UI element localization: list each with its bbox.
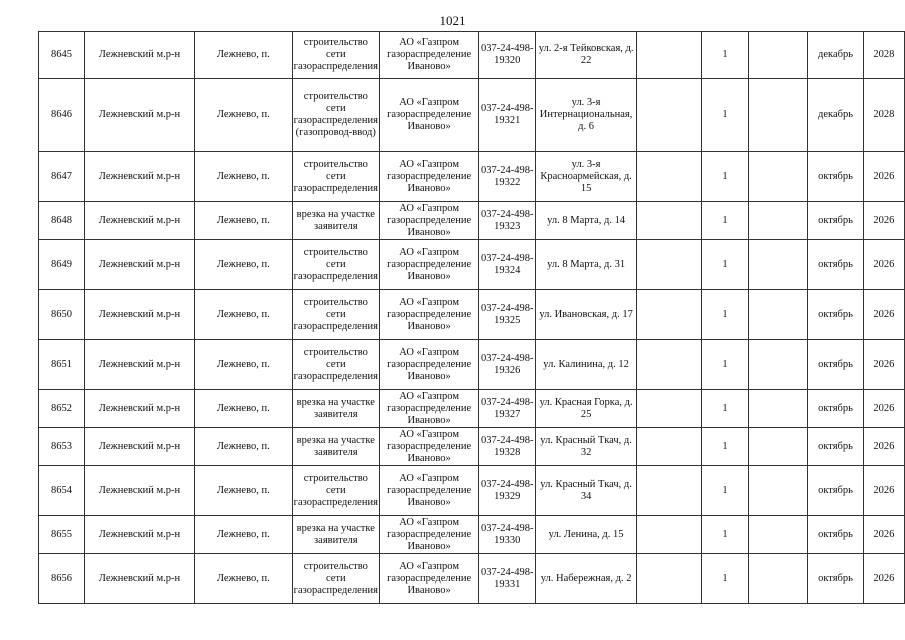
empty-cell — [748, 152, 808, 202]
month-cell: октябрь — [808, 554, 863, 604]
month-cell: октябрь — [808, 428, 863, 466]
locality-cell: Лежнево, п. — [194, 32, 292, 79]
work-type-cell: строительство сети газораспределения — [292, 466, 379, 516]
quantity-cell: 1 — [702, 202, 748, 240]
organization-cell: АО «Газпром газораспределение Иваново» — [379, 466, 478, 516]
empty-cell — [748, 428, 808, 466]
year-cell: 2026 — [863, 516, 904, 554]
work-type-cell: строительство сети газораспределения — [292, 32, 379, 79]
locality-cell: Лежнево, п. — [194, 428, 292, 466]
object-code-cell: 037-24-498-19328 — [479, 428, 536, 466]
empty-cell — [748, 240, 808, 290]
organization-cell: АО «Газпром газораспределение Иваново» — [379, 290, 478, 340]
year-cell: 2026 — [863, 466, 904, 516]
page-number: 1021 — [439, 13, 466, 28]
empty-cell — [636, 240, 701, 290]
table-row — [39, 202, 905, 240]
row-number: 8645 — [39, 32, 85, 79]
organization-cell: АО «Газпром газораспределение Иваново» — [379, 240, 478, 290]
empty-cell — [748, 466, 808, 516]
district-cell: Лежневский м.р-н — [85, 290, 195, 340]
month-cell: декабрь — [808, 32, 863, 79]
work-type-cell: врезка на участке заявителя — [292, 516, 379, 554]
month-cell: октябрь — [808, 516, 863, 554]
year-cell: 2026 — [863, 290, 904, 340]
address-cell: ул. Набережная, д. 2 — [536, 554, 637, 604]
year-cell: 2026 — [863, 390, 904, 428]
table-row — [39, 390, 905, 428]
address-cell: ул. Красный Ткач, д. 34 — [536, 466, 637, 516]
quantity-cell: 1 — [702, 554, 748, 604]
empty-cell — [636, 466, 701, 516]
empty-cell — [748, 554, 808, 604]
month-cell: октябрь — [808, 466, 863, 516]
address-cell: ул. Красный Ткач, д. 32 — [536, 428, 637, 466]
table-row — [39, 240, 905, 290]
district-cell: Лежневский м.р-н — [85, 152, 195, 202]
work-type-cell: врезка на участке заявителя — [292, 390, 379, 428]
district-cell: Лежневский м.р-н — [85, 340, 195, 390]
organization-cell: АО «Газпром газораспределение Иваново» — [379, 202, 478, 240]
year-cell: 2026 — [863, 340, 904, 390]
month-cell: декабрь — [808, 79, 863, 152]
year-cell: 2026 — [863, 554, 904, 604]
table-row — [39, 554, 905, 604]
organization-cell: АО «Газпром газораспределение Иваново» — [379, 340, 478, 390]
empty-cell — [636, 390, 701, 428]
table-row — [39, 290, 905, 340]
object-code-cell: 037-24-498-19326 — [479, 340, 536, 390]
organization-cell: АО «Газпром газораспределение Иваново» — [379, 390, 478, 428]
row-number: 8648 — [39, 202, 85, 240]
empty-cell — [748, 202, 808, 240]
month-cell: октябрь — [808, 290, 863, 340]
gasification-table — [38, 31, 905, 604]
organization-cell: АО «Газпром газораспределение Иваново» — [379, 516, 478, 554]
empty-cell — [636, 152, 701, 202]
row-number: 8654 — [39, 466, 85, 516]
address-cell: ул. 3-я Интернациональная, д. 6 — [536, 79, 637, 152]
empty-cell — [748, 290, 808, 340]
table-row — [39, 466, 905, 516]
empty-cell — [636, 32, 701, 79]
locality-cell: Лежнево, п. — [194, 79, 292, 152]
locality-cell: Лежнево, п. — [194, 390, 292, 428]
address-cell: ул. 8 Марта, д. 31 — [536, 240, 637, 290]
table-row — [39, 79, 905, 152]
object-code-cell: 037-24-498-19331 — [479, 554, 536, 604]
quantity-cell: 1 — [702, 290, 748, 340]
locality-cell: Лежнево, п. — [194, 516, 292, 554]
address-cell: ул. 2-я Тейковская, д. 22 — [536, 32, 637, 79]
district-cell: Лежневский м.р-н — [85, 428, 195, 466]
empty-cell — [636, 290, 701, 340]
object-code-cell: 037-24-498-19324 — [479, 240, 536, 290]
object-code-cell: 037-24-498-19327 — [479, 390, 536, 428]
empty-cell — [636, 340, 701, 390]
month-cell: октябрь — [808, 202, 863, 240]
organization-cell: АО «Газпром газораспределение Иваново» — [379, 79, 478, 152]
quantity-cell: 1 — [702, 152, 748, 202]
year-cell: 2028 — [863, 79, 904, 152]
quantity-cell: 1 — [702, 79, 748, 152]
address-cell: ул. Калинина, д. 12 — [536, 340, 637, 390]
address-cell: ул. 3-я Красноармейская, д. 15 — [536, 152, 637, 202]
work-type-cell: строительство сети газораспределения (газопровод-ввод) — [292, 79, 379, 152]
row-number: 8647 — [39, 152, 85, 202]
table-row — [39, 32, 905, 79]
locality-cell: Лежнево, п. — [194, 340, 292, 390]
empty-cell — [636, 79, 701, 152]
month-cell: октябрь — [808, 240, 863, 290]
locality-cell: Лежнево, п. — [194, 554, 292, 604]
district-cell: Лежневский м.р-н — [85, 390, 195, 428]
locality-cell: Лежнево, п. — [194, 240, 292, 290]
table-row — [39, 152, 905, 202]
empty-cell — [636, 202, 701, 240]
row-number: 8649 — [39, 240, 85, 290]
organization-cell: АО «Газпром газораспределение Иваново» — [379, 32, 478, 79]
empty-cell — [636, 516, 701, 554]
quantity-cell: 1 — [702, 466, 748, 516]
table-row — [39, 340, 905, 390]
work-type-cell: врезка на участке заявителя — [292, 428, 379, 466]
month-cell: октябрь — [808, 340, 863, 390]
object-code-cell: 037-24-498-19321 — [479, 79, 536, 152]
row-number: 8650 — [39, 290, 85, 340]
month-cell: октябрь — [808, 390, 863, 428]
empty-cell — [636, 428, 701, 466]
address-cell: ул. Красная Горка, д. 25 — [536, 390, 637, 428]
row-number: 8652 — [39, 390, 85, 428]
empty-cell — [748, 340, 808, 390]
locality-cell: Лежнево, п. — [194, 466, 292, 516]
work-type-cell: строительство сети газораспределения — [292, 340, 379, 390]
object-code-cell: 037-24-498-19322 — [479, 152, 536, 202]
quantity-cell: 1 — [702, 32, 748, 79]
district-cell: Лежневский м.р-н — [85, 516, 195, 554]
row-number: 8653 — [39, 428, 85, 466]
object-code-cell: 037-24-498-19320 — [479, 32, 536, 79]
object-code-cell: 037-24-498-19325 — [479, 290, 536, 340]
empty-cell — [748, 516, 808, 554]
district-cell: Лежневский м.р-н — [85, 554, 195, 604]
object-code-cell: 037-24-498-19329 — [479, 466, 536, 516]
table-row — [39, 516, 905, 554]
address-cell: ул. 8 Марта, д. 14 — [536, 202, 637, 240]
row-number: 8651 — [39, 340, 85, 390]
quantity-cell: 1 — [702, 340, 748, 390]
district-cell: Лежневский м.р-н — [85, 466, 195, 516]
address-cell: ул. Ивановская, д. 17 — [536, 290, 637, 340]
year-cell: 2028 — [863, 32, 904, 79]
quantity-cell: 1 — [702, 516, 748, 554]
empty-cell — [748, 32, 808, 79]
row-number: 8655 — [39, 516, 85, 554]
locality-cell: Лежнево, п. — [194, 202, 292, 240]
row-number: 8646 — [39, 79, 85, 152]
locality-cell: Лежнево, п. — [194, 152, 292, 202]
year-cell: 2026 — [863, 152, 904, 202]
work-type-cell: строительство сети газораспределения — [292, 554, 379, 604]
organization-cell: АО «Газпром газораспределение Иваново» — [379, 428, 478, 466]
work-type-cell: строительство сети газораспределения — [292, 290, 379, 340]
year-cell: 2026 — [863, 202, 904, 240]
empty-cell — [748, 79, 808, 152]
year-cell: 2026 — [863, 240, 904, 290]
row-number: 8656 — [39, 554, 85, 604]
year-cell: 2026 — [863, 428, 904, 466]
address-cell: ул. Ленина, д. 15 — [536, 516, 637, 554]
work-type-cell: строительство сети газораспределения — [292, 152, 379, 202]
district-cell: Лежневский м.р-н — [85, 202, 195, 240]
quantity-cell: 1 — [702, 240, 748, 290]
district-cell: Лежневский м.р-н — [85, 32, 195, 79]
object-code-cell: 037-24-498-19330 — [479, 516, 536, 554]
empty-cell — [748, 390, 808, 428]
district-cell: Лежневский м.р-н — [85, 240, 195, 290]
organization-cell: АО «Газпром газораспределение Иваново» — [379, 554, 478, 604]
table-row — [39, 428, 905, 466]
work-type-cell: врезка на участке заявителя — [292, 202, 379, 240]
locality-cell: Лежнево, п. — [194, 290, 292, 340]
month-cell: октябрь — [808, 152, 863, 202]
object-code-cell: 037-24-498-19323 — [479, 202, 536, 240]
empty-cell — [636, 554, 701, 604]
organization-cell: АО «Газпром газораспределение Иваново» — [379, 152, 478, 202]
quantity-cell: 1 — [702, 390, 748, 428]
quantity-cell: 1 — [702, 428, 748, 466]
district-cell: Лежневский м.р-н — [85, 79, 195, 152]
work-type-cell: строительство сети газораспределения — [292, 240, 379, 290]
